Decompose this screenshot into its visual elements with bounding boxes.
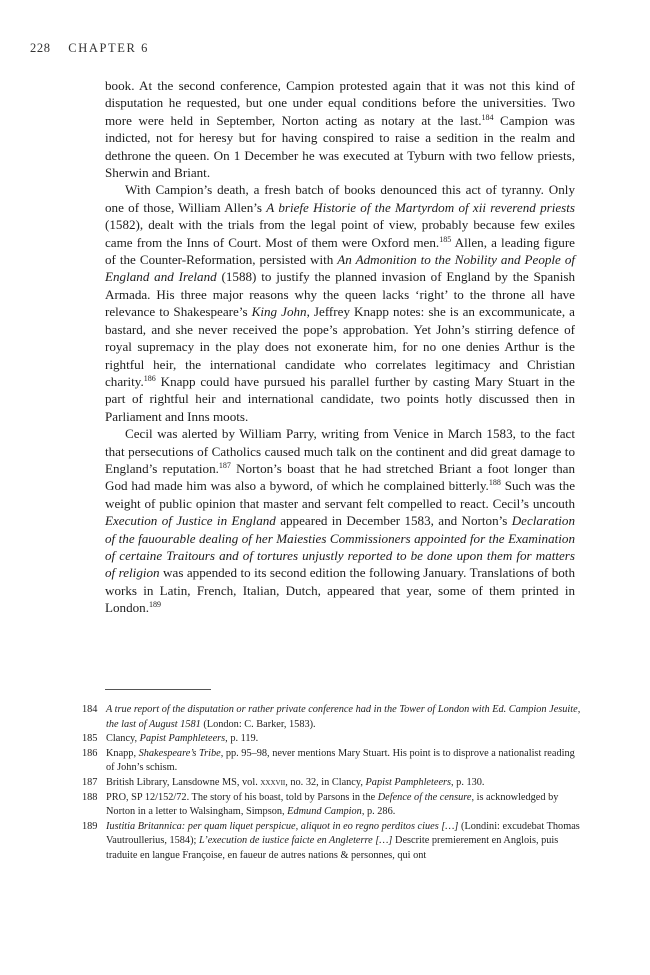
footnote <box>82 791 582 820</box>
text-run: Cecil was alerted by William Parry, writing from Venice in March 1583, to the fact that persecutions of Catholics caused much talk on the continent and did great damage to England’s reputation. <box>105 426 575 476</box>
text-run: (1582), dealt with the trials from the legal point of view, probably because few exiles came from the Inns of Court. Most of them were Oxford men. <box>105 217 575 250</box>
footnote-number: 188 <box>82 791 98 803</box>
footnote <box>82 747 582 776</box>
text-run: Knapp could have pursued his parallel further by casting Mary Stuart in the part of rightful heir and international candidate, two points hotly discussed then in Parliament and Inns moots. <box>105 373 575 424</box>
footnote <box>82 820 582 864</box>
text-run: , no. 32, in Clancy, <box>285 776 366 788</box>
footnote-number: 184 <box>82 704 98 715</box>
footnote-reference: 189 <box>149 600 162 610</box>
footnote-number: 187 <box>82 776 98 788</box>
text-run: (Londini: excudebat Thomas Vautroullerius, 1584); <box>106 820 580 847</box>
italic-title: Declaration of the fauourable dealing of her Maiesties Commissioners appointed for the Examination of certaine Traitours and of tortures unjustly reported to be done upon them for matters of religion <box>105 513 575 581</box>
footnote-reference: 186 <box>143 373 156 383</box>
text-run: British Library, Lansdowne MS, vol. <box>106 776 261 788</box>
body-paragraph <box>105 181 575 425</box>
text-run: , p. 286. <box>361 806 396 818</box>
body-paragraph <box>105 77 575 181</box>
footnote-text <box>106 776 582 791</box>
footnote-text <box>106 732 582 747</box>
footnote-reference: 188 <box>488 478 501 488</box>
italic-title: A true report of the disputation or rather private conference had in the Tower of London with Ed. Campion Jesuite, the last of August 1581 <box>106 704 581 730</box>
italic-title: Iustitia Britannica: per quam liquet perspicue, aliquot in eo regno perditos ciues […] <box>106 820 459 832</box>
footnote-text <box>106 791 582 820</box>
footnote <box>82 732 582 747</box>
italic-title: L’execution de iustice faicte en Angleterre […] <box>198 835 393 847</box>
text-run: (1588) to justify the planned invasion of England by the Spanish Armada. His three major reasons why the queen lacks ‘right’ to the throne all have relevance to Shakespeare’s <box>105 269 575 320</box>
text-run: , is acknowledged by Norton in a letter to Walsingham, Simpson, <box>106 791 559 818</box>
footnotes <box>82 703 582 864</box>
footnote <box>82 703 582 732</box>
text-run: appeared in December 1583, and Norton’s <box>275 513 512 529</box>
italic-title: An Admonition to the Nobility and People of England and Ireland <box>105 252 576 285</box>
running-head <box>30 41 149 56</box>
italic-title: A briefe Historie of the Martyrdom of xii reverend priests <box>266 199 575 215</box>
footnote-text <box>106 820 582 864</box>
text-run: book. At the second conference, Campion protested again that it was not this kind of disputation he requested, but one under equal conditions before the universities. Two more were held in September, Norton acting as notary at the last. <box>105 78 575 128</box>
text-run: (London: C. Barker, 1583). <box>200 718 316 730</box>
footnote-number: 185 <box>82 733 98 745</box>
text-run: PRO, SP 12/152/72. The story of his boast, told by Parsons in the <box>106 791 378 803</box>
text-run: Campion was indicted, not for heresy but for having conspired to raise a sedition in the realm and dethrone the queen. On 1 December he was executed at Tyburn with two fellow priests, Sherwin and Briant. <box>105 112 576 181</box>
footnote-reference: 184 <box>481 112 494 122</box>
text-run: Norton’s boast that he had stretched Briant a foot longer than God had made him was also a byword, of which he complained bitterly. <box>105 460 576 494</box>
text-run: was appended to its second edition the following January. Translations of both works in Latin, French, Italian, Dutch, appeared that year, some of them printed in London. <box>105 565 575 616</box>
footnote <box>82 776 582 791</box>
footnote-number: 186 <box>82 747 98 759</box>
italic-title: Edmund Campion <box>287 806 362 818</box>
italic-title: Shakespeare’s Tribe <box>138 747 221 759</box>
page-number: 228 <box>30 41 51 55</box>
text-run: With Campion’s death, a fresh batch of books denounced this act of tyranny. Only one of those, William Allen’s <box>105 182 575 215</box>
chapter-label: CHAPTER 6 <box>68 41 150 55</box>
text-run: Clancy, <box>106 733 140 745</box>
italic-title: Execution of Justice in England <box>105 513 276 529</box>
small-caps-text: xxxvii <box>260 776 286 788</box>
italic-title: King John <box>251 304 307 320</box>
italic-title: Papist Pamphleteers <box>139 733 226 745</box>
footnote-text <box>106 747 582 776</box>
footnote-text <box>106 703 582 732</box>
footnote-number: 189 <box>82 820 98 832</box>
footnote-rule <box>105 689 211 690</box>
text-run: Allen, a leading figure of the Counter-Reformation, persisted with <box>105 234 575 268</box>
italic-title: Defence of the censure <box>377 791 472 803</box>
text-run: , p. 119. <box>225 733 259 745</box>
text-run: , pp. 95–98, never mentions Mary Stuart. His point is to disprove a nationalist reading of John’s schism. <box>106 747 575 774</box>
italic-title: Papist Pamphleteers <box>365 776 452 788</box>
footnote-reference: 185 <box>439 234 452 244</box>
text-run: , p. 130. <box>451 776 485 788</box>
text-run: Such was the weight of public opinion that master and servant felt compelled to react. Cecil’s uncouth <box>105 478 576 511</box>
text-run: , Jeffrey Knapp notes: she is an excommunicate, a bastard, and she never received the pope’s approbation. Yet John’s stirring defence of royal supremacy in the play does not exonerate him, for no one denies Arthur is the rightful heir, the international candidate who correlates legitimacy and Christian charity. <box>105 304 575 389</box>
text-run: Descrite premierement en Anglois, puis traduite en langue Françoise, en faueur de autres nations & personnes, qui ont <box>106 835 559 861</box>
body-paragraph <box>105 425 575 616</box>
footnote-reference: 187 <box>218 460 231 470</box>
body-text <box>105 77 575 617</box>
text-run: Knapp, <box>106 747 139 759</box>
